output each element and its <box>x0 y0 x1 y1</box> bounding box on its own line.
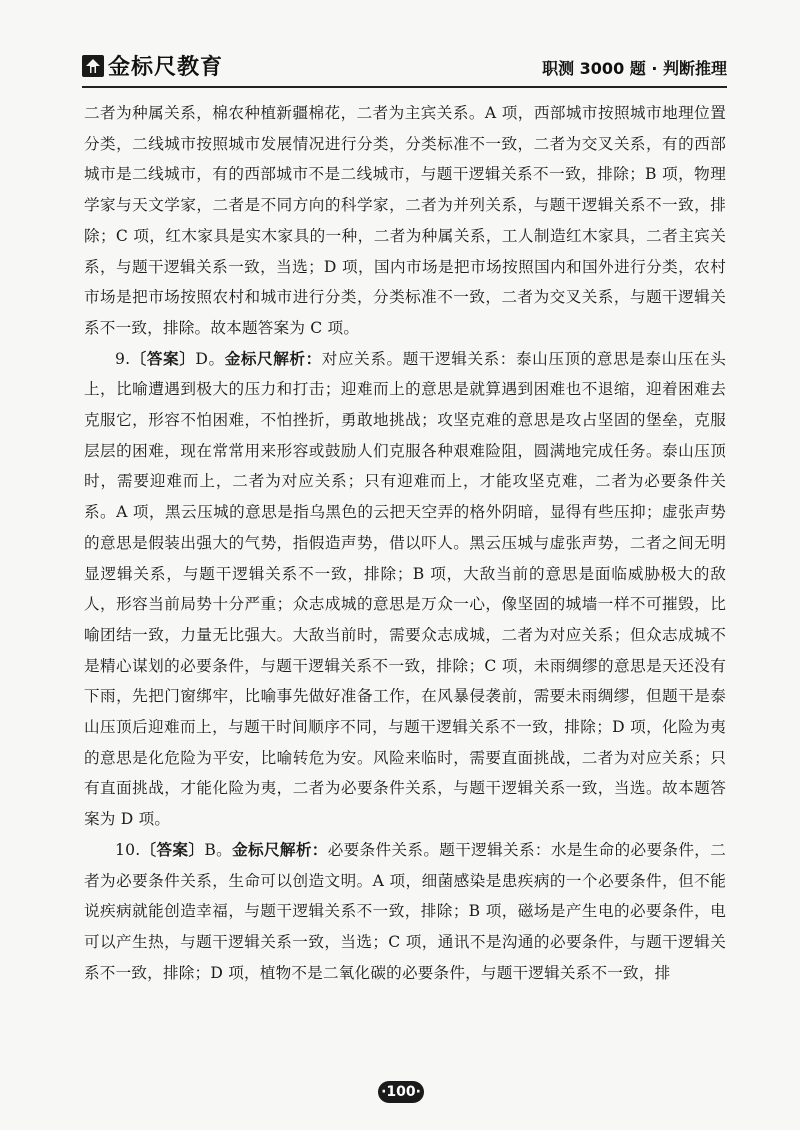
analysis-label: 金标尺解析： <box>224 349 322 368</box>
question-9-explanation <box>84 344 726 835</box>
page-header <box>82 40 727 88</box>
paragraph-continued <box>84 98 726 344</box>
book-title: 职测 3000 题 · 判断推理 <box>542 59 727 78</box>
question-number: 9. <box>115 349 131 368</box>
logo-text: 金标尺教育 <box>108 55 224 80</box>
logo-icon <box>82 55 104 77</box>
paragraph-text: 必要条件关系。题干逻辑关系：水是生命的必要条件，二者为必要条件关系，生命可以创造文明。A 项，细菌感染是患疾病的一个必要条件，但不能说疾病就能创造幸福，与题干逻辑关系不一致，排除；B 项，磁场是产生电的必要条件，电可以产生热，与题干逻辑关系一致，当选；C 项，通讯不是沟通的必要条件，与题干逻辑关系不一致，排除；D 项，植物不是二氧化碳的必要条件，与题干逻辑关系不一致，排 <box>84 840 727 982</box>
answer-value: D。 <box>195 349 225 368</box>
paragraph-text: 二者为种属关系，棉农种植新疆棉花，二者为主宾关系。A 项，西部城市按照城市地理位置分类，二线城市按照城市发展情况进行分类，分类标准不一致，二者为交叉关系，有的西部城市是二线城市，有的西部城市不是二线城市，与题干逻辑关系不一致，排除；B 项，物理学家与天文学家，二者是不同方向的科学家，二者为并列关系，与题干逻辑关系不一致，排除；C 项，红木家具是实木家具的一种，二者为种属关系，工人制造红木家具，二者主宾关系，与题干逻辑关系一致，当选；D 项，国内市场是把市场按照国内和国外进行分类，农村市场是把市场按照农村和城市进行分类，分类标准不一致，二者为交叉关系，与题干逻辑关系不一致，排除。故本题答案为 C 项。 <box>84 104 726 337</box>
page-number: ·100· <box>378 1081 424 1103</box>
answer-value: B。 <box>204 840 233 859</box>
answer-label: 〔答案〕 <box>130 349 196 368</box>
analysis-label: 金标尺解析： <box>232 840 328 859</box>
paragraph-text: 对应关系。题干逻辑关系：泰山压顶的意思是泰山压在头上，比喻遭遇到极大的压力和打击；迎难而上的意思是就算遇到困难也不退缩，迎着困难去克服它，形容不怕困难，不怕挫折，勇敢地挑战；攻坚克难的意思是攻占坚固的堡垒，克服层层的困难，现在常常用来形容或鼓励人们克服各种艰难险阻，圆满地完成任务。泰山压顶时，需要迎难而上，二者为对应关系；只有迎难而上，才能攻坚克难，二者为必要条件关系。A 项，黑云压城的意思是指乌黑色的云把天空弄的格外阴暗，显得有些压抑；虚张声势的意思是假装出强大的气势，指假造声势，借以吓人。黑云压城与虚张声势，二者之间无明显逻辑关系，与题干逻辑关系不一致，排除；B 项，大敌当前的意思是面临威胁极大的敌人，形容当前局势十分严重；众志成城的意思是万众一心，像坚固的城墙一样不可摧毁，比喻团结一致，力量无比强大。大敌当前时，需要众志成城，二者为对应关系；但众志成城不是精心谋划的必要条件，与题干逻辑关系不一致，排除；C 项，未雨绸缪的意思是天还没有下雨，先把门窗绑牢，比喻事先做好准备工作，在风暴侵袭前，需要未雨绸缪，但题干是泰山压顶后迎难而上，与题干时间顺序不同，与题干逻辑关系不一致，排除；D 项，化险为夷的意思是化危险为平安，比喻转危为安。风险来临时，需要直面挑战，二者为对应关系；只有直面挑战，才能化险为夷，二者为必要条件关系，与题干逻辑关系一致，当选。故本题答案为 D 项。 <box>84 349 726 829</box>
brand-logo <box>82 50 223 81</box>
page-content <box>84 98 726 988</box>
answer-label: 〔答案〕 <box>140 840 205 859</box>
question-10-explanation <box>84 835 726 989</box>
question-number: 10. <box>115 840 141 859</box>
